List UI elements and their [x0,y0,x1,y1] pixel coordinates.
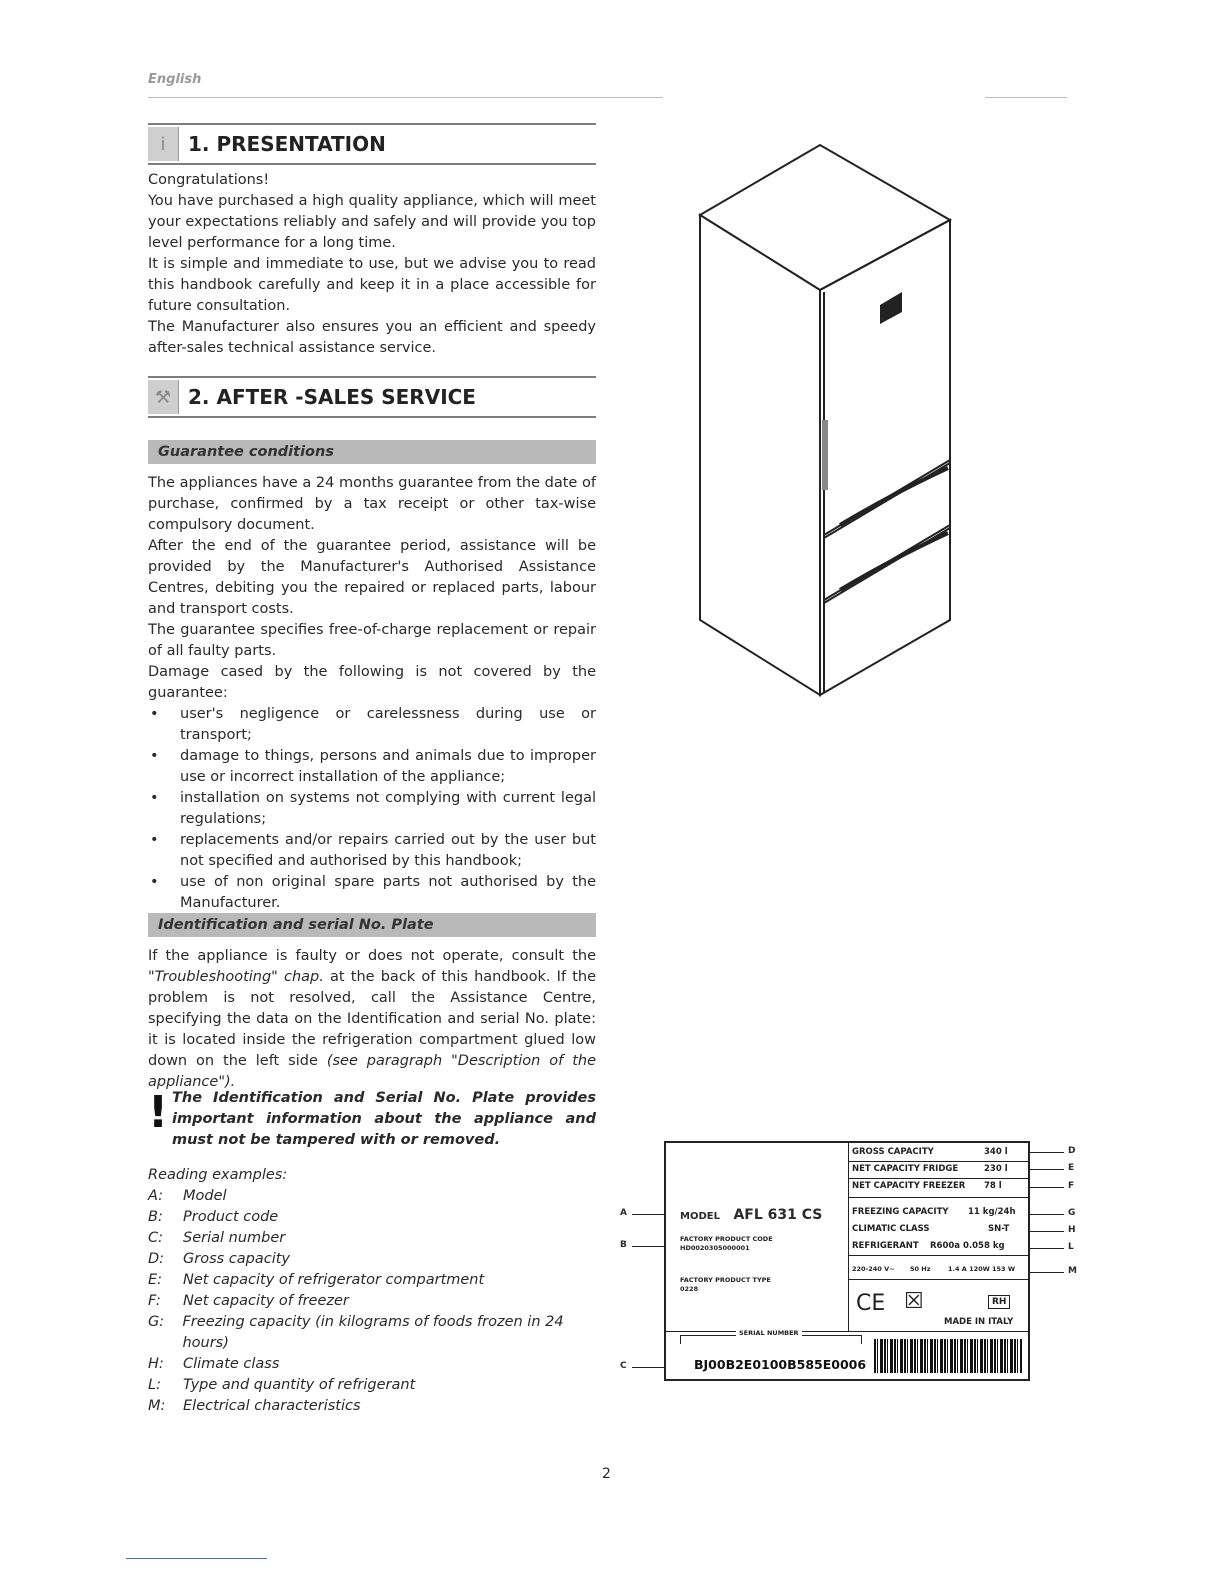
example-key: A: [148,1188,164,1204]
paragraph: You have purchased a high quality appliance, which will meet your expectations reliably and safely and will provide you top level performance for a long time. [148,193,596,251]
text-run: at the back of this handbook. If the problem is not resolved, call the Assistance Centre, specifying the data on the Identification and serial No. plate: it is located inside the refrigeration compartment glued low down on the left side [148,969,597,1069]
factory-code-value: HD0020305000001 [680,1244,750,1252]
example-label: Type and quantity of refrigerant [183,1377,416,1393]
factory-type-label: FACTORY PRODUCT TYPE [680,1276,771,1284]
callout-f: F [1068,1181,1075,1191]
example-key: E: [148,1272,163,1288]
plate-row-value: SN-T [988,1224,1010,1234]
info-icon: i [148,127,179,161]
example-label: Model [183,1188,227,1204]
example-row [148,1291,608,1312]
plate-row-value: 340 l [984,1147,1008,1157]
plate-row-label: GROSS CAPACITY [852,1147,934,1157]
page-number: 2 [602,1466,611,1482]
factory-type-value: 0228 [680,1285,699,1293]
language-label: English [148,72,202,87]
example-row [148,1375,608,1396]
paragraph: The appliances have a 24 months guarantee from the date of purchase, confirmed by a tax receipt or other tax-wise compulsory document. [148,475,596,533]
technician-icon: ⚒ [148,380,179,414]
list-item: • damage to things, persons and animals due to improper use or incorrect installation of the appliance; [148,746,596,788]
example-label: Net capacity of refrigerator compartment [183,1272,485,1288]
plate-row-value: 78 l [984,1181,1002,1191]
reading-examples [148,1165,608,1417]
example-label: Freezing capacity (in kilograms of foods frozen in 24 hours) [182,1314,564,1351]
made-in-label: MADE IN ITALY [944,1317,1014,1327]
rating-plate [664,1141,1030,1381]
presentation-text [148,170,596,359]
callout-c: C [620,1361,627,1371]
plate-model [680,1207,822,1223]
footer-rule [126,1558,267,1559]
warning-note [148,1088,596,1152]
example-row [148,1270,608,1291]
model-value: AFL 631 CS [733,1207,823,1223]
callout-g: G [1068,1208,1076,1218]
electrical-power: 153 W [992,1265,1016,1273]
guarantee-text [148,473,596,914]
warning-icon: ! [148,1087,169,1138]
plate-heading: Identification and serial No. Plate [148,913,596,937]
example-key: L: [148,1377,161,1393]
example-label: Product code [183,1209,279,1225]
example-key: D: [148,1251,165,1267]
example-row [148,1186,608,1207]
ce-mark: CE [856,1291,886,1316]
example-label: Serial number [183,1230,286,1246]
serial-label: SERIAL NUMBER [736,1329,802,1337]
list-item: • replacements and/or repairs carried out by the user but not specified and authorised by this handbook; [148,830,596,872]
example-label: Electrical characteristics [183,1398,361,1414]
example-key: B: [148,1209,163,1225]
examples-heading: Reading examples: [148,1167,288,1183]
list-item: • installation on systems not complying with current legal regulations; [148,788,596,830]
model-label: MODEL [680,1211,720,1222]
fridge-illustration [690,140,970,710]
example-row [148,1354,608,1375]
paragraph: It is simple and immediate to use, but we advise you to read this handbook carefully and keep it in a place accessible for future consultation. [148,256,596,314]
section-service-header [148,376,596,418]
fridge-side [700,215,820,695]
paragraph: Damage cased by the following is not covered by the guarantee: [148,664,596,701]
paragraph: Congratulations! [148,172,270,188]
plate-row-label: NET CAPACITY FRIDGE [852,1164,959,1174]
door-handle [822,420,828,490]
plate-row-value: 230 l [984,1164,1008,1174]
example-key: H: [148,1356,164,1372]
callout-m: M [1068,1266,1077,1276]
paragraph [148,946,596,1093]
chapter-ref: "Troubleshooting" chap. [148,969,324,985]
paragraph-ref: (see paragraph "Description of the appliance"). [148,1053,596,1090]
header-rule [148,97,663,98]
section-title: 1. PRESENTATION [188,132,386,156]
plate-row-label: CLIMATIC CLASS [852,1224,930,1234]
callout-b: B [620,1240,627,1250]
plate-row-value: R600a 0.058 kg [930,1241,1005,1251]
callout-e: E [1068,1163,1075,1173]
electrical-frequency: 50 Hz [910,1265,931,1273]
factory-code-label: FACTORY PRODUCT CODE [680,1235,773,1243]
example-key: C: [148,1230,164,1246]
example-row [148,1396,608,1417]
text-run: If the appliance is faulty or does not operate, consult the [148,948,596,964]
example-row [148,1228,608,1249]
paragraph: The Manufacturer also ensures you an efficient and speedy after-sales technical assistance service. [148,319,596,356]
plate-row-label: FREEZING CAPACITY [852,1207,949,1217]
callout-a: A [620,1208,627,1218]
example-key: M: [148,1398,166,1414]
barcode [874,1339,1022,1373]
weee-bin-icon: ☒ [904,1289,924,1314]
list-item: • use of non original spare parts not authorised by the Manufacturer. [148,872,596,914]
example-label: Net capacity of freezer [183,1293,349,1309]
fridge-front [820,220,950,695]
example-row [148,1312,608,1354]
paragraph: The guarantee specifies free-of-charge replacement or repair of all faulty parts. [148,622,596,659]
example-label: Gross capacity [183,1251,291,1267]
callout-l: L [1068,1242,1074,1252]
plate-row-label: NET CAPACITY FREEZER [852,1181,966,1191]
section-presentation-header [148,123,596,165]
guarantee-heading: Guarantee conditions [148,440,596,464]
plate-row-label: REFRIGERANT [852,1241,919,1251]
example-key: G: [148,1314,165,1330]
electrical-current: 1.4 A 120W [948,1265,990,1273]
example-row [148,1207,608,1228]
example-key: F: [148,1293,161,1309]
electrical-voltage: 220-240 V~ [852,1265,895,1273]
exclusion-list [148,704,596,914]
example-row [148,1249,608,1270]
warning-text: The Identification and Serial No. Plate provides important information about the appliance and must not be tampered with or removed. [172,1090,596,1148]
list-item: • user's negligence or carelessness during use or transport; [148,704,596,746]
paragraph: After the end of the guarantee period, assistance will be provided by the Manufacturer's Authorised Assistance Centres, debiting you the repaired or replaced parts, labour and transport costs. [148,538,596,617]
example-label: Climate class [183,1356,280,1372]
plate-text [148,946,596,1093]
section-title: 2. AFTER -SALES SERVICE [188,385,476,409]
callout-d: D [1068,1146,1076,1156]
serial-number: BJ00B2E0100B585E0006 [694,1357,867,1372]
plate-row-value: 11 kg/24h [968,1207,1016,1217]
header-rule-right [985,97,1067,98]
rh-mark: RH [988,1295,1010,1309]
callout-h: H [1068,1225,1076,1235]
